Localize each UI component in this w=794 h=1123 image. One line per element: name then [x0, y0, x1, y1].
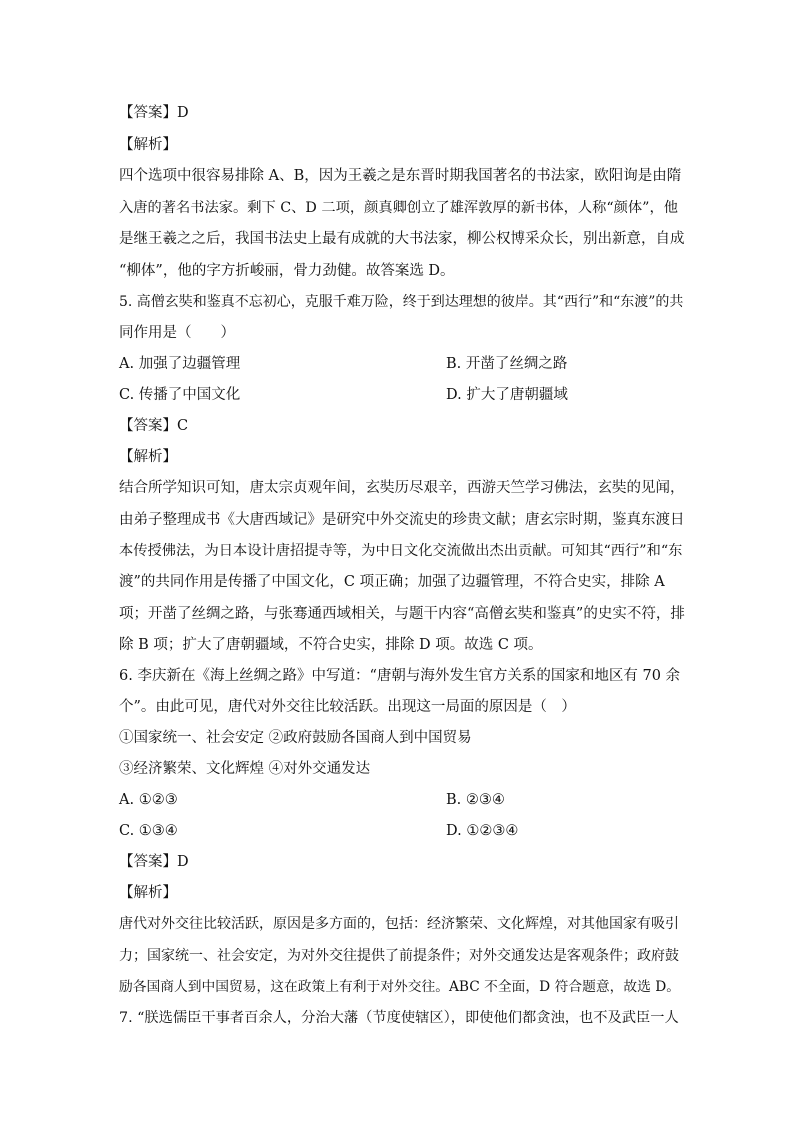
option-c: C. ①③④: [119, 823, 178, 839]
analysis-line: 是继王羲之之后，我国书法史上最有成就的大书法家，柳公权博采众长，别出新意，自成: [119, 231, 685, 247]
analysis-line: “柳体”，他的字方折峻丽，骨力劲健。故答案选 D。: [119, 263, 455, 279]
question-stem: 同作用是（ ）: [119, 325, 235, 341]
analysis-line: 除 B 项；扩大了唐朝疆域，不符合史实，排除 D 项。故选 C 项。: [119, 637, 543, 653]
analysis-line: 力；国家统一、社会安定，为对外交往提供了前提条件；对外交通发达是客观条件；政府鼓: [119, 948, 679, 964]
analysis-line: 结合所学知识可知，唐太宗贞观年间，玄奘历尽艰辛，西游天竺学习佛法，玄奘的见闻，: [119, 480, 685, 496]
analysis-heading: 【解析】: [119, 137, 177, 153]
option-d: D. 扩大了唐朝疆域: [446, 387, 568, 403]
option-b: B. 开凿了丝绸之路: [446, 356, 568, 372]
analysis-line: 渡”的共同作用是传播了中国文化，C 项正确；加强了边疆管理，不符合史实，排除 A: [119, 574, 665, 590]
analysis-line: 项；开凿了丝绸之路，与张骞通西域相关，与题干内容“高僧玄奘和鉴真”的史实不符，排: [119, 606, 685, 622]
analysis-line: 励各国商人到中国贸易，这在政策上有利于对外交往。ABC 不全面，D 符合题意，故选 D。: [119, 979, 680, 995]
question-stem: ③经济繁荣、文化辉煌 ④对外交通发达: [119, 761, 371, 777]
analysis-line: 四个选项中很容易排除 A、B，因为王羲之是东晋时期我国著名的书法家，欧阳询是由隋: [119, 168, 682, 184]
answer-label: 【答案】C: [119, 418, 189, 434]
question-stem: 6. 李庆新在《海上丝绸之路》中写道：“唐朝与海外发生官方关系的国家和地区有 70 余: [119, 668, 681, 684]
analysis-heading: 【解析】: [119, 449, 177, 465]
analysis-line: 唐代对外交往比较活跃，原因是多方面的，包括：经济繁荣、文化辉煌，对其他国家有吸引: [119, 916, 679, 932]
answer-label: 【答案】D: [119, 854, 189, 870]
option-d: D. ①②③④: [446, 823, 519, 839]
analysis-line: 本传授佛法，为日本设计唐招提寺等，为中日文化交流做出杰出贡献。可知其“西行”和“东: [119, 543, 683, 559]
option-c: C. 传播了中国文化: [119, 387, 241, 403]
analysis-line: 入唐的著名书法家。剩下 C、D 二项，颜真卿创立了雄浑敦厚的新书体，人称“颜体”，他: [119, 200, 678, 216]
option-a: A. ①②③: [119, 792, 178, 808]
option-a: A. 加强了边疆管理: [119, 356, 241, 372]
option-b: B. ②③④: [446, 792, 505, 808]
question-stem: 7. “朕选儒臣干事者百余人，分治大藩（节度使辖区），即使他们都贪浊，也不及武臣一人: [119, 1010, 679, 1026]
question-stem: 5. 高僧玄奘和鉴真不忘初心，克服千难万险，终于到达理想的彼岸。其“西行”和“东渡”的共: [119, 294, 684, 310]
answer-label: 【答案】D: [119, 105, 189, 121]
question-stem: 个”。由此可见，唐代对外交往比较活跃。出现这一局面的原因是（ ）: [119, 699, 576, 715]
analysis-line: 由弟子整理成书《大唐西域记》是研究中外交流史的珍贵文献；唐玄宗时期，鉴真东渡日: [119, 512, 685, 528]
question-stem: ①国家统一、社会安定 ②政府鼓励各国商人到中国贸易: [119, 730, 472, 746]
analysis-heading: 【解析】: [119, 885, 177, 901]
